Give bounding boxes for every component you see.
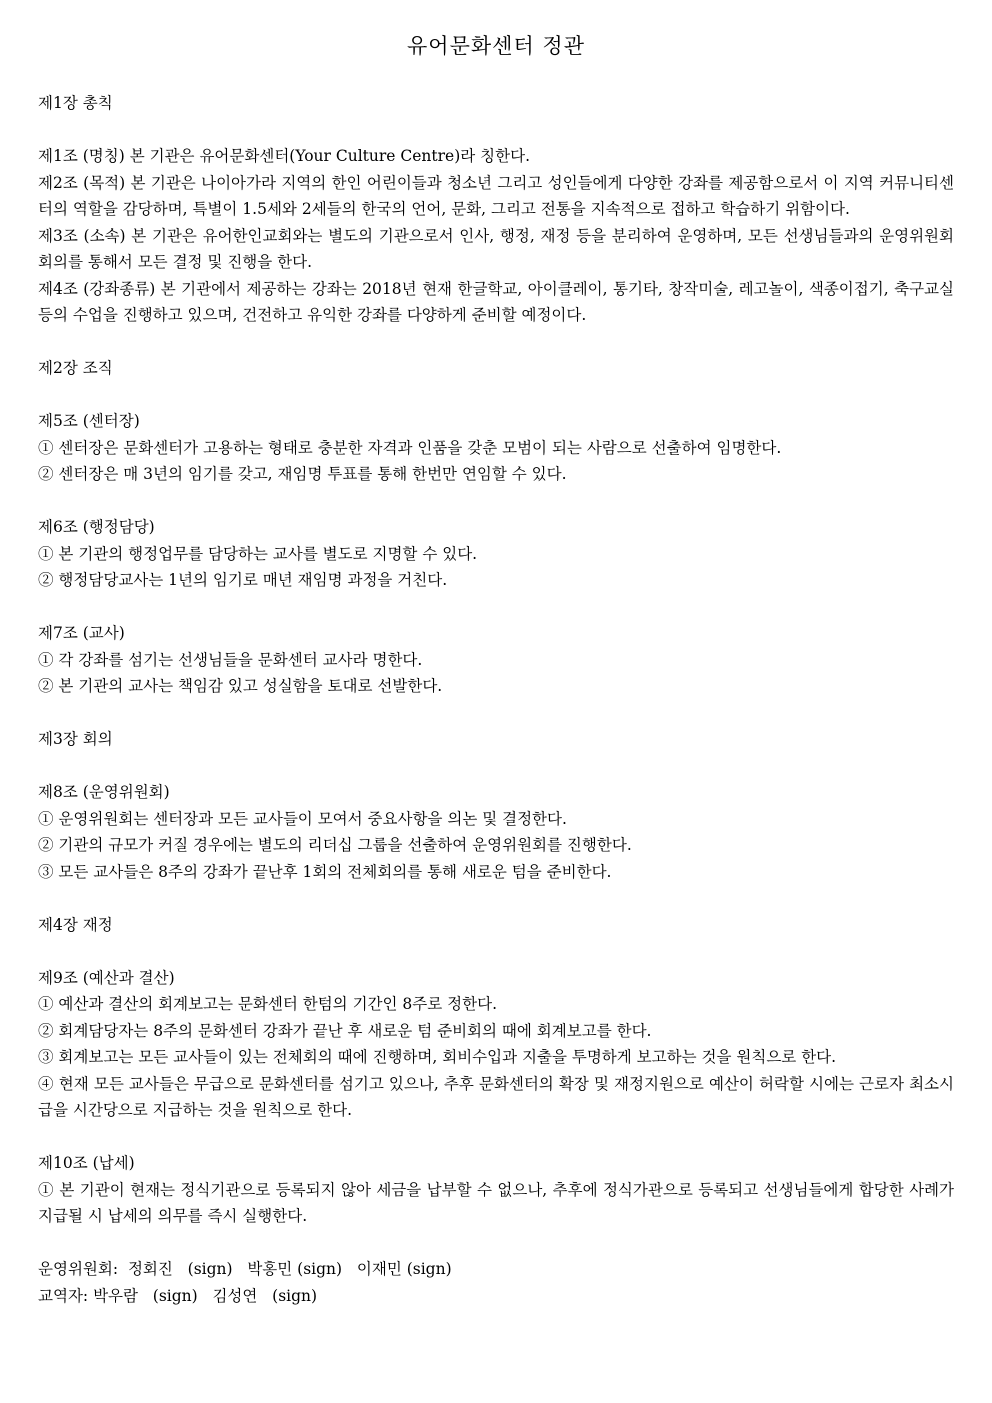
chapter-2 xyxy=(38,355,954,726)
signature-block xyxy=(38,1256,954,1309)
spacer xyxy=(38,885,954,912)
committee-signatures: 운영위원회: 정회진 (sign) 박홍민 (sign) 이재민 (sign) xyxy=(38,1260,452,1278)
spacer xyxy=(38,594,954,621)
list-item: ① 각 강좌를 섬기는 선생님들을 문화센터 교사라 명한다. xyxy=(38,650,423,669)
article-8-heading: 제8조 (운영위원회) xyxy=(38,783,170,801)
chapter-heading: 제1장 총칙 xyxy=(38,94,113,112)
article-2: 제2조 (목적) 본 기관은 나이아가라 지역의 한인 어린이들과 청소년 그리고 성인들에게 다양한 강좌를 제공함으로서 이 지역 커뮤니티센터의 역할을 감당하며, 특별이 1.5세와 2세들의 한국의 언어, 문화, 그리고 전통을 지속적으로 접하고 학습하기 위함이다. xyxy=(38,173,954,218)
list-item: ② 기관의 규모가 커질 경우에는 별도의 리더십 그룹을 선출하여 운영위원회를 진행한다. xyxy=(38,836,632,854)
list-item: ② 회계담당자는 8주의 문화센터 강좌가 끝난 후 새로운 텀 준비회의 때에 회계보고를 한다. xyxy=(38,1021,652,1040)
article-9-heading: 제9조 (예산과 결산) xyxy=(38,968,175,987)
list-item: ④ 현재 모든 교사들은 무급으로 문화센터를 섬기고 있으나, 추후 문화센터의 확장 및 재정지원으로 예산이 허락할 시에는 근로자 최소시급을 시간당으로 지급하는 것을 원칙으로 한다. xyxy=(38,1074,954,1119)
list-item: ② 센터장은 매 3년의 임기를 갖고, 재임명 투표를 통해 한번만 연임할 수 있다. xyxy=(38,465,567,483)
chapter-1 xyxy=(38,90,954,355)
chapter-heading: 제4장 재정 xyxy=(38,915,113,934)
spacer xyxy=(38,488,954,515)
list-item: ② 본 기관의 교사는 책임감 있고 성실함을 토대로 선발한다. xyxy=(38,677,443,695)
article-5-heading: 제5조 (센터장) xyxy=(38,412,140,430)
chapter-3 xyxy=(38,726,954,912)
spacer xyxy=(38,329,954,356)
list-item: ③ 회계보고는 모든 교사들이 있는 전체회의 때에 진행하며, 회비수입과 지출을 투명하게 보고하는 것을 원칙으로 한다. xyxy=(38,1048,837,1066)
list-item: ③ 모든 교사들은 8주의 강좌가 끝난후 1회의 전체회의를 통해 새로운 텀을 준비한다. xyxy=(38,862,612,881)
spacer xyxy=(38,1124,954,1151)
list-item: ① 예산과 결산의 회계보고는 문화센터 한텀의 기간인 8주로 정한다. xyxy=(38,995,498,1013)
list-item: ② 행정담당교사는 1년의 임기로 매년 재임명 과정을 거친다. xyxy=(38,571,448,589)
pastor-signatures: 교역자: 박우람 (sign) 김성연 (sign) xyxy=(38,1286,318,1305)
list-item: ① 본 기관의 행정업무를 담당하는 교사를 별도로 지명할 수 있다. xyxy=(38,544,478,563)
spacer xyxy=(38,700,954,727)
chapter-heading: 제2장 조직 xyxy=(38,359,113,377)
list-item: ① 운영위원회는 센터장과 모든 교사들이 모여서 중요사항을 의논 및 결정한다. xyxy=(38,809,567,828)
article-7-heading: 제7조 (교사) xyxy=(38,624,125,642)
document-title: 유어문화센터 정관 xyxy=(407,34,585,58)
list-item: ① 본 기관이 현재는 정식기관으로 등록되지 않아 세금을 납부할 수 없으나, 추후에 정식가관으로 등록되고 선생님들에게 합당한 사례가 지급될 시 납세의 의무를 즉시 실행한다. xyxy=(38,1180,954,1225)
article-6-heading: 제6조 (행정담당) xyxy=(38,518,155,536)
article-1: 제1조 (명칭) 본 기관은 유어문화센터(Your Culture Centre)라 칭한다. xyxy=(38,147,531,165)
list-item: ① 센터장은 문화센터가 고용하는 형태로 충분한 자격과 인품을 갖춘 모범이 되는 사람으로 선출하여 임명한다. xyxy=(38,438,782,457)
article-3: 제3조 (소속) 본 기관은 유어한인교회와는 별도의 기관으로서 인사, 행정, 재정 등을 분리하여 운영하며, 모든 선생님들과의 운영위원회 회의를 통해서 모든 결정 및 진행을 한다. xyxy=(38,226,954,271)
chapter-heading: 제3장 회의 xyxy=(38,730,113,748)
article-4: 제4조 (강좌종류) 본 기관에서 제공하는 강좌는 2018년 현재 한글학교, 아이클레이, 통기타, 창작미술, 레고놀이, 색종이접기, 축구교실 등의 수업을 진행하고 있으며, 건전하고 유익한 강좌를 다양하게 준비할 예정이다. xyxy=(38,279,954,324)
spacer xyxy=(38,1230,954,1257)
article-10-heading: 제10조 (납세) xyxy=(38,1154,135,1172)
chapter-4 xyxy=(38,912,954,1257)
